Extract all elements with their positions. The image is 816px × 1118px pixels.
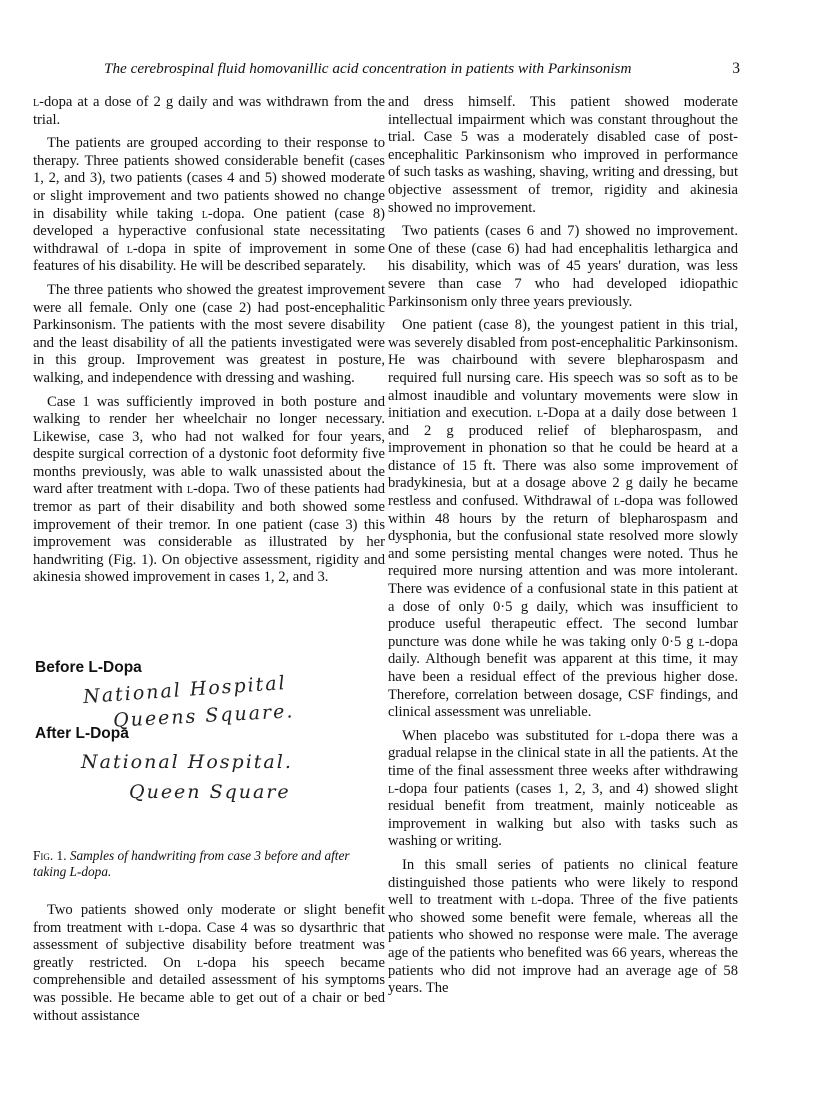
paragraph: When placebo was substituted for l-dopa there was a gradual relapse in the clinical state in all the patients. At the time of the final assessment three weeks after withdrawing l-dopa four patients (cases 1, 2, 3, and 4) showed slight residual benefit from treatment, mainly noticeable as improvement in walking but also with tasks such as washing or writing.: [388, 727, 738, 850]
figure-caption: [33, 848, 373, 880]
after-label: After L-Dopa: [35, 725, 129, 742]
paragraph: One patient (case 8), the youngest patient in this trial, was severely disabled from post-encephalitic Parkinsonism. He was chairbound with severe blepharospasm and required full nursing care. His speech was so soft as to be almost inaudible and voluntary movements were slow in initiation and execution. l-Dopa at a daily dose between 1 and 2 g produced relief of blepharospasm, and improvement in phonation so that he could be heard at a distance of 15 ft. There was also some improvement of bradykinesia, but at a dosage above 2 g daily he became restless and confused. Withdrawal of l-dopa was followed within 48 hours by the return of blepharospasm and dysphonia, but the confusional state resolved more slowly and some persisting mental changes were noted. Thus he required more nursing attention and was more intolerant. There was evidence of a confusional state in this patient at a dose of only 0·5 g daily, which was insufficient to produce useful therapeutic effect. The second lumbar puncture was done while he was taking only 0·5 g l-dopa daily. Although benefit was apparent at this time, it may have been a residual effect of the previous higher dose. Therefore, correlation between dosage, CSF findings, and clinical assessment was unreliable.: [388, 317, 738, 721]
caption-label: Fig. 1.: [33, 848, 67, 863]
handwriting-after-line1: National Hospital.: [81, 751, 293, 773]
handwriting-before-line2: Queens Square.: [112, 700, 295, 732]
caption-text: Samples of handwriting from case 3 before and after taking L-dopa.: [33, 848, 350, 879]
paragraph: The three patients who showed the greatest improvement were all female. Only one (case 2) had post-encephalitic Parkinsonism. The patients with the most severe disability and the least disability of all the patients investigated were in this group. Improvement was greatest in posture, walking, and independence with dressing and washing.: [33, 281, 385, 386]
left-column-bottom: [33, 902, 385, 1025]
left-column: [33, 94, 385, 593]
running-header: [70, 60, 740, 84]
paragraph: In this small series of patients no clinical feature distinguished those patients who were likely to respond well to treatment with l-dopa. Three of the five patients who showed some benefit were female, whereas all the patients who showed no response were male. The average age of the patients who benefited was 66 years, whereas the patients who did not improve had an average age of 58 years. The: [388, 856, 738, 997]
paragraph: and dress himself. This patient showed moderate intellectual impairment which was constant throughout the trial. Case 5 was a moderately disabled case of post-encephalitic Parkinsonism who improved in performance of such tasks as washing, shaving, writing and dressing, but objective assessment of tremor, rigidity and akinesia showed no improvement.: [388, 94, 738, 216]
page-number: 3: [732, 60, 740, 77]
paragraph: Case 1 was sufficiently improved in both posture and walking to render her wheelchair no longer necessary. Likewise, case 3, who had not walked for four years, despite surgical correction of a dystonic foot deformity five months previously, was able to walk unassisted about the ward after treatment with l-dopa. Two of these patients had tremor as part of their disability and both showed some improvement of their tremor. In one patient (case 3) this improvement was considerable as illustrated by her handwriting (Fig. 1). On objective assessment, rigidity and akinesia showed improvement in cases 1, 2, and 3.: [33, 393, 385, 586]
before-label: Before L-Dopa: [35, 659, 142, 676]
paragraph: l-dopa at a dose of 2 g daily and was withdrawn from the trial.: [33, 94, 385, 128]
handwriting-before-line1: National Hospital: [82, 671, 288, 709]
paragraph: Two patients (cases 6 and 7) showed no improvement. One of these (case 6) had had encephalitis lethargica and his disability, which was of 45 years' duration, was less severe than case 7 who had developed idiopathic Parkinsonism only three years previously.: [388, 223, 738, 310]
running-title: The cerebrospinal fluid homovanillic acid concentration in patients with Parkinsonism: [104, 60, 632, 77]
paragraph: Two patients showed only moderate or slight benefit from treatment with l-dopa. Case 4 was so dysarthric that assessment of subjective disability before treatment was greatly restricted. On l-dopa his speech became comprehensible and detailed assessment of his symptoms was possible. He became able to get out of a chair or bed without assistance: [33, 902, 385, 1024]
right-column: [388, 94, 738, 1004]
handwriting-after-line2: Queen Square: [129, 781, 291, 803]
paragraph: The patients are grouped according to their response to therapy. Three patients showed considerable benefit (cases 1, 2, and 3), two patients (cases 4 and 5) showed moderate or slight improvement and two patients showed no change in disability while taking l-dopa. One patient (case 8) developed a hyperactive confusional state necessitating withdrawal of l-dopa in spite of improvement in some features of his disability. He will be described separately.: [33, 135, 385, 275]
